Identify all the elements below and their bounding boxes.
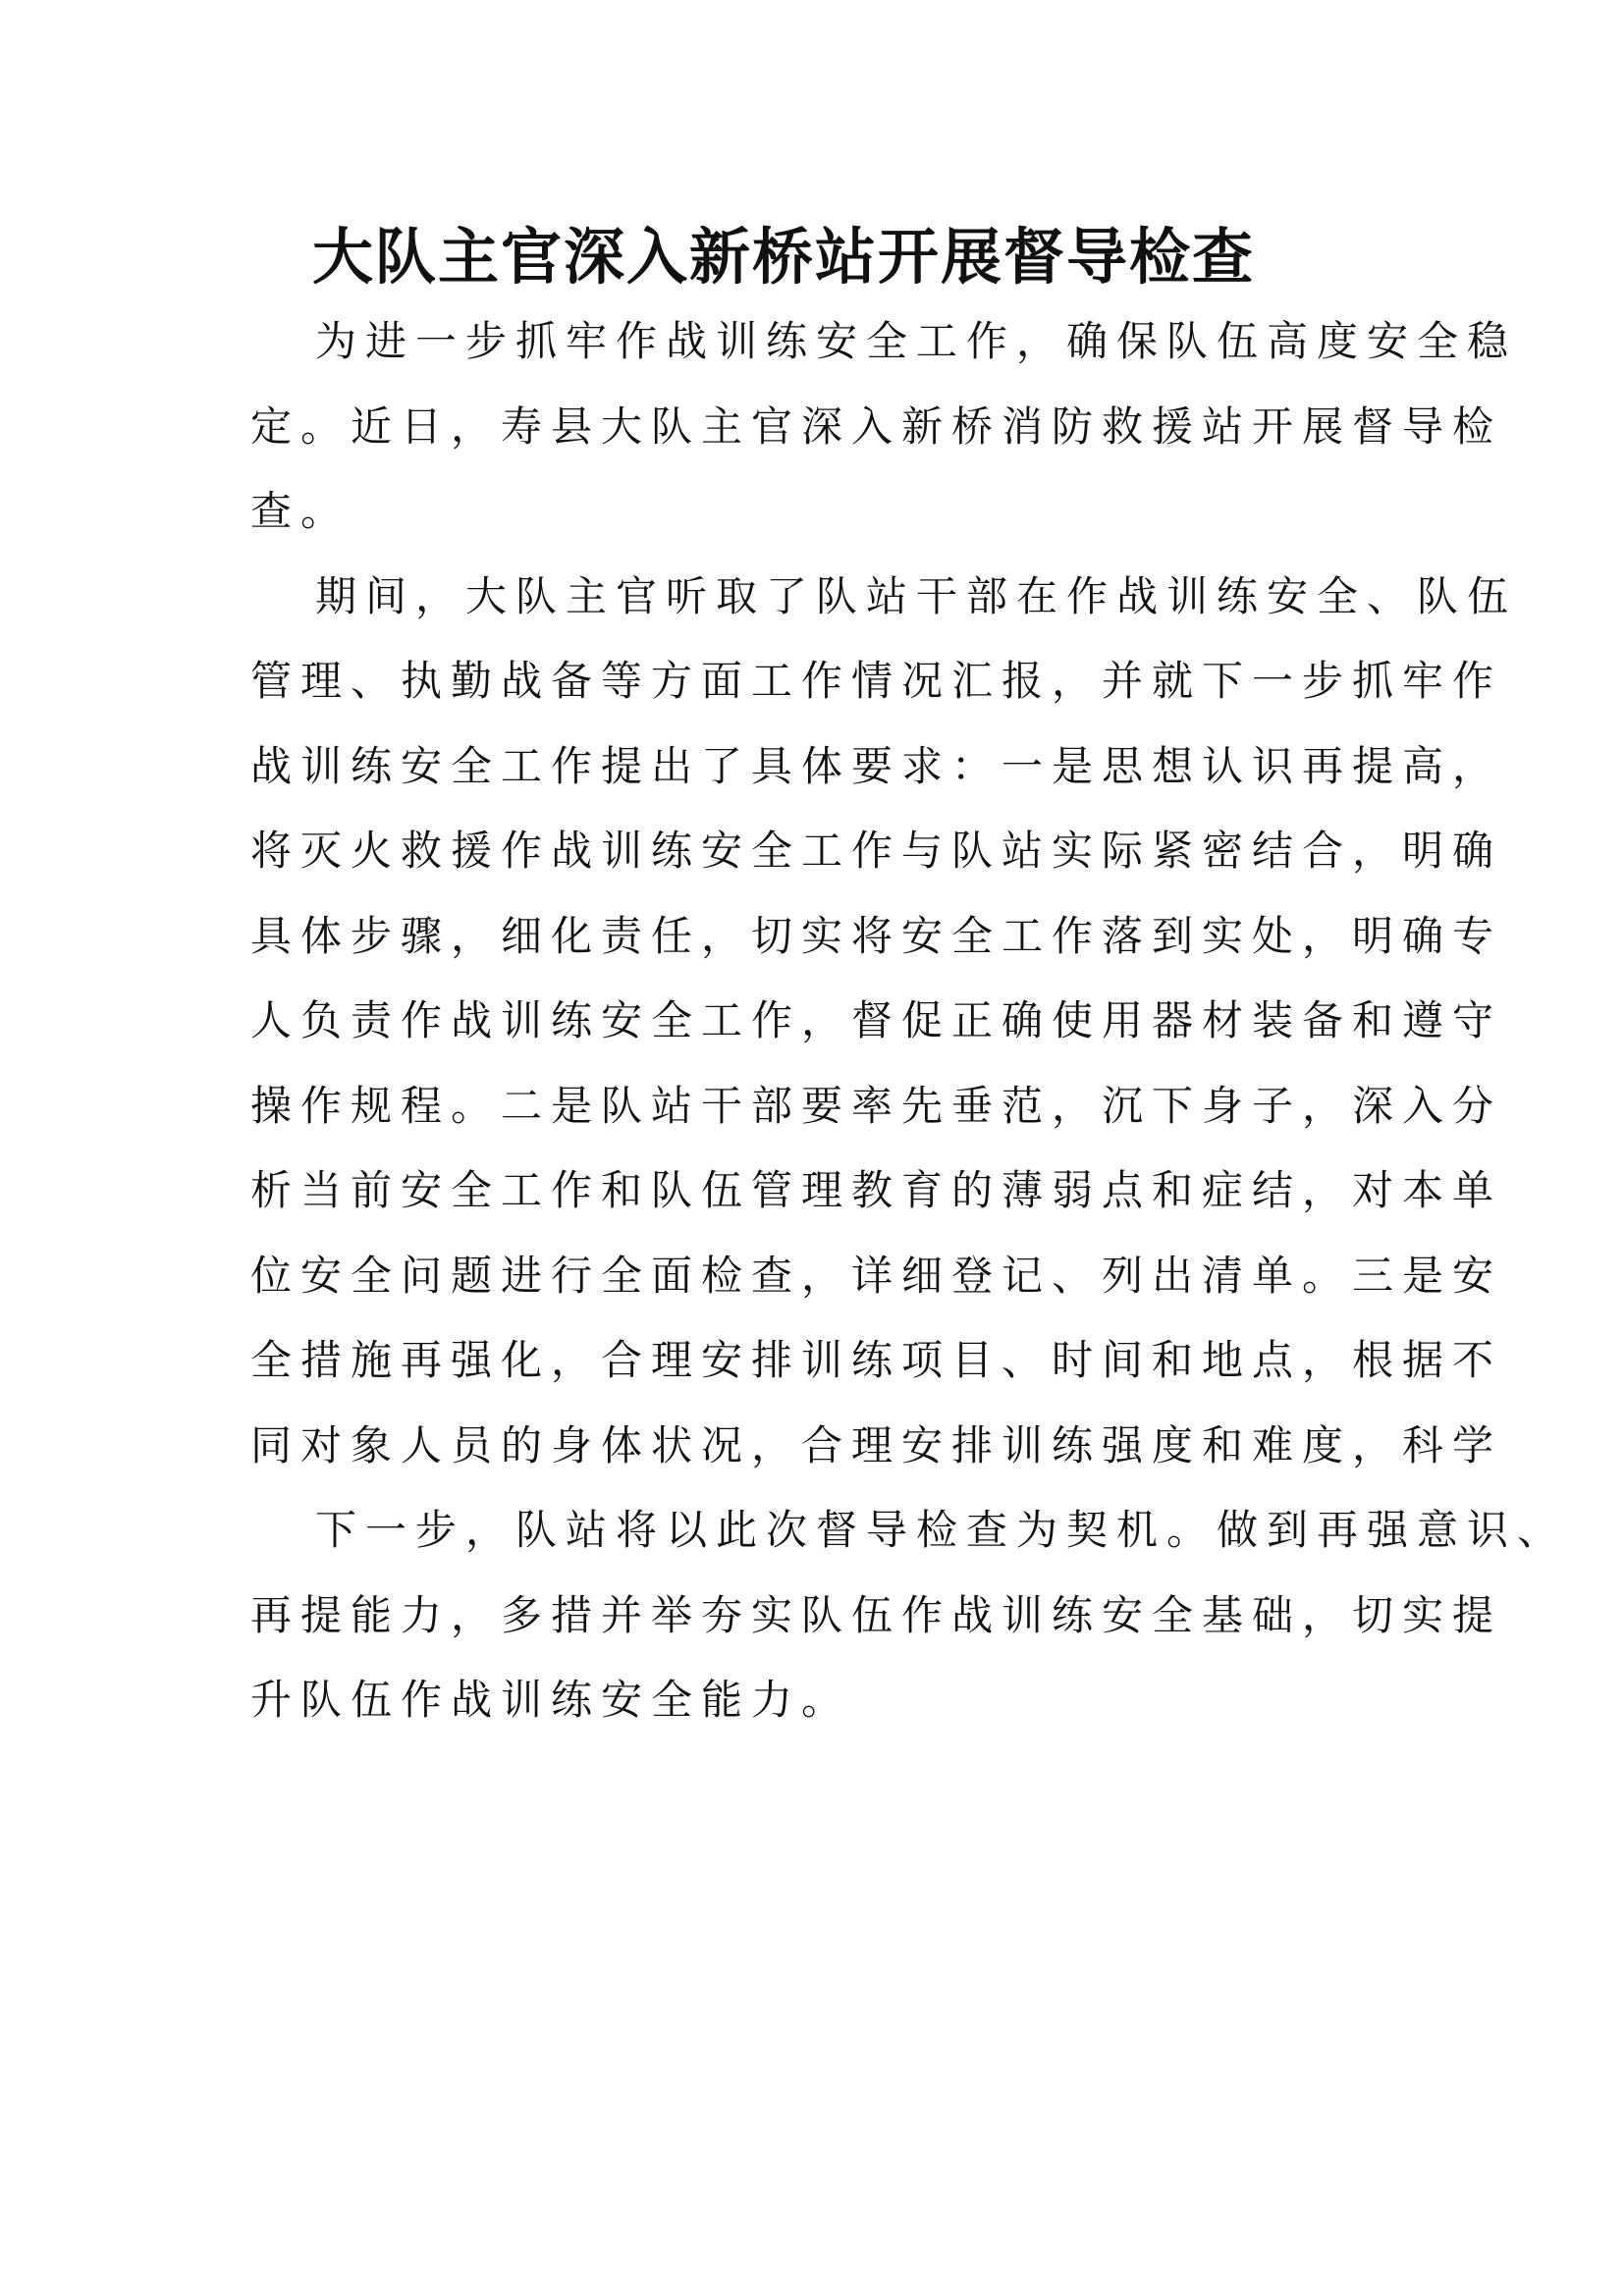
document-title: 大队主官深入新桥站开展督导检查	[312, 221, 1256, 293]
paragraph-line: 操作规程。二是队站干部要率先垂范，沉下身子，深入分	[250, 1081, 1503, 1130]
paragraph-1	[250, 299, 1518, 555]
paragraph-3	[250, 1488, 1568, 1743]
paragraph-line: 同对象人员的身体状况，合理安排训练强度和难度，科学	[250, 1420, 1503, 1469]
paragraph-line: 管理、执勤战备等方面工作情况汇报，并就下一步抓牢作	[250, 657, 1503, 705]
paragraph-line: 具体步骤，细化责任，切实将安全工作落到实处，明确专	[250, 911, 1503, 960]
paragraph-line: 期间，大队主官听取了队站干部在作战训练安全、队伍	[315, 571, 1518, 620]
paragraph-line: 将灭火救援作战训练安全工作与队站实际紧密结合，明确	[250, 827, 1503, 875]
paragraph-line: 下一步，队站将以此次督导检查为契机。做到再强意识、	[315, 1506, 1568, 1554]
paragraph-line: 定。近日，寿县大队主官深入新桥消防救援站开展督导检	[250, 401, 1503, 451]
paragraph-line: 人负责作战训练安全工作，督促正确使用器材装备和遵守	[250, 996, 1503, 1044]
paragraph-line: 查。	[250, 487, 352, 535]
paragraph-line: 战训练安全工作提出了具体要求：一是思想认识再提高，	[250, 741, 1503, 790]
paragraph-line: 为进一步抓牢作战训练安全工作，确保队伍高度安全稳	[315, 317, 1518, 365]
paragraph-line: 位安全问题进行全面检查，详细登记、列出清单。三是安	[250, 1251, 1503, 1300]
paragraph-line: 全措施再强化，合理安排训练项目、时间和地点，根据不	[250, 1336, 1503, 1384]
paragraph-line: 再提能力，多措并举夯实队伍作战训练安全基础，切实提	[250, 1590, 1503, 1639]
paragraph-line: 析当前安全工作和队伍管理教育的薄弱点和症结，对本单	[250, 1166, 1503, 1214]
paragraph-line: 升队伍作战训练安全能力。	[250, 1676, 852, 1724]
document-body	[250, 299, 1568, 1743]
paragraph-2	[250, 555, 1518, 1489]
